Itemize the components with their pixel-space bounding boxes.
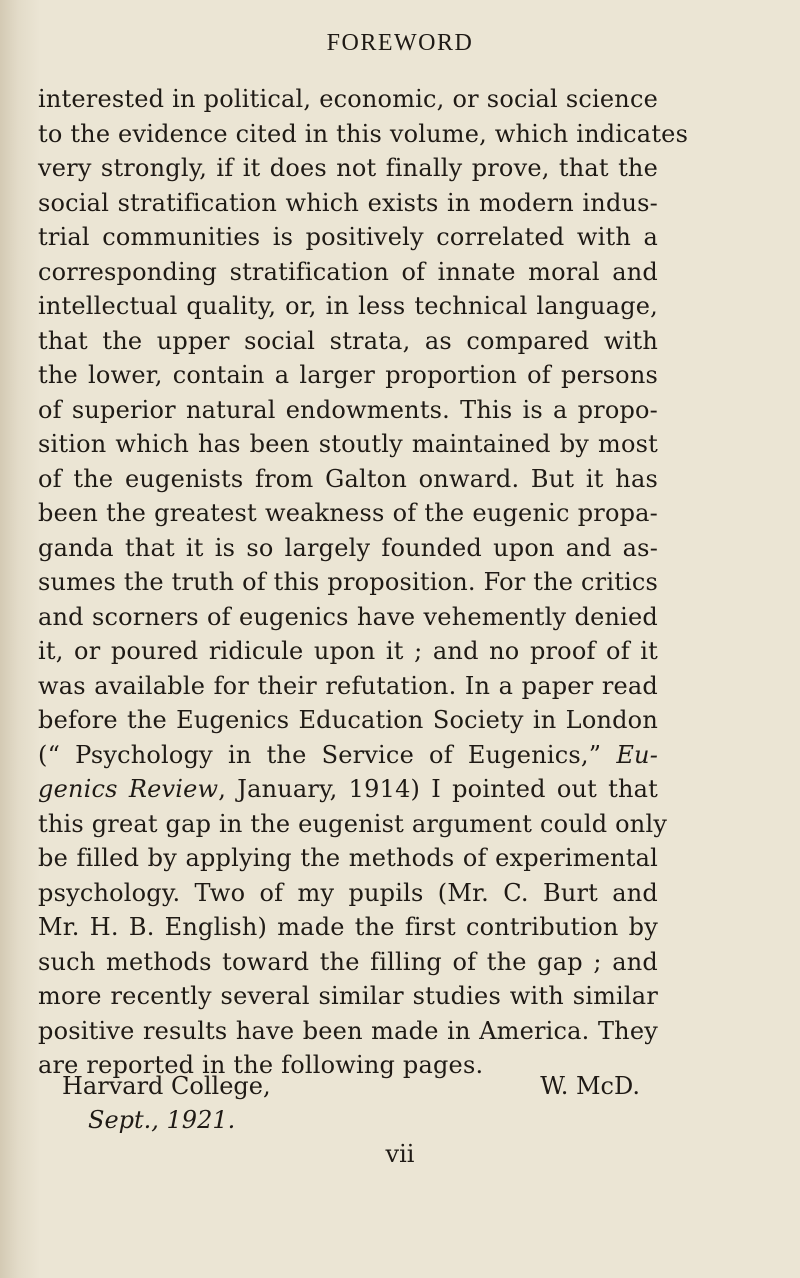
text-line: be filled by applying the methods of experimental xyxy=(38,844,658,872)
text-line: interested in political, economic, or social science xyxy=(38,85,658,113)
running-head: FOREWORD xyxy=(326,30,474,56)
text-line: that the upper social strata, as compared with xyxy=(38,326,658,355)
text-line: of the eugenists from Galton onward. But it has xyxy=(38,464,658,493)
journal-title-start: Eu- xyxy=(616,740,658,769)
text-line: intellectual quality, or, in less technical language, xyxy=(38,292,658,320)
signature-date: Sept., 1921. xyxy=(88,1106,236,1134)
text-line: of superior natural endowments. This is a propo- xyxy=(38,395,658,424)
text-line: before the Eugenics Education Society in London xyxy=(38,706,658,734)
author-initials: W. McD. xyxy=(540,1072,640,1100)
text-line-citation xyxy=(38,772,658,807)
text-line: trial communities is positively correlated with a xyxy=(38,223,658,251)
text-line: very strongly, if it does not finally prove, that the xyxy=(38,154,658,182)
text-line: was available for their refutation. In a paper read xyxy=(38,671,658,700)
citation-open: (“ Psychology in the Service of Eugenics,” xyxy=(38,740,602,769)
text-line-citation xyxy=(38,738,658,773)
text-line: corresponding stratification of innate moral and xyxy=(38,257,658,286)
text-line: ganda that it is so largely founded upon and as- xyxy=(38,533,658,562)
text-line: psychology. Two of my pupils (Mr. C. Burt and xyxy=(38,878,658,907)
text-line: to the evidence cited in this volume, which indicates xyxy=(38,119,689,148)
text-line: such methods toward the filling of the gap ; and xyxy=(38,947,658,976)
text-line: this great gap in the eugenist argument could only xyxy=(38,809,668,838)
text-line: the lower, contain a larger proportion of persons xyxy=(38,361,658,389)
text-line: are reported in the following pages. xyxy=(38,1051,484,1079)
text-line: Mr. H. B. English) made the first contribution by xyxy=(38,913,658,941)
text-line: social stratification which exists in modern indus- xyxy=(38,188,658,217)
text-line: and scorners of eugenics have vehemently denied xyxy=(38,602,658,631)
page-number: vii xyxy=(385,1140,415,1168)
text-line: positive results have been made in America. They xyxy=(38,1016,658,1045)
signature-place: Harvard College, xyxy=(62,1072,271,1100)
text-line: sition which has been stoutly maintained by most xyxy=(38,430,658,458)
foreword-body xyxy=(38,82,689,1083)
citation-close: , January, 1914) I pointed out that xyxy=(218,775,658,803)
journal-title-end: genics Review xyxy=(38,775,219,803)
text-line: more recently several similar studies with similar xyxy=(38,982,658,1010)
text-line: sumes the truth of this proposition. For the critics xyxy=(38,568,659,596)
text-line: been the greatest weakness of the eugenic propa- xyxy=(38,499,658,527)
text-line: it, or poured ridicule upon it ; and no proof of it xyxy=(38,637,658,665)
